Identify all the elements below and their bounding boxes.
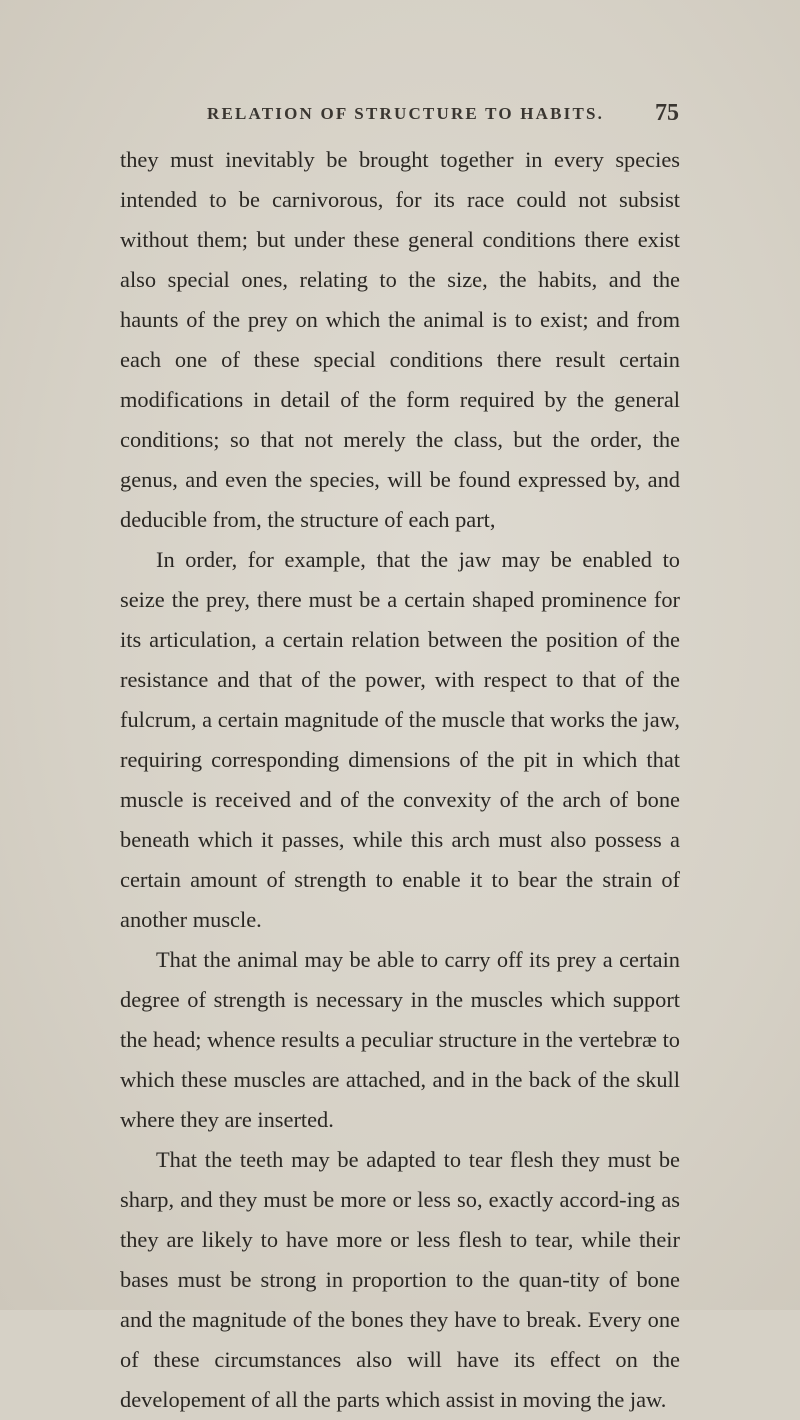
body-text xyxy=(120,140,680,1420)
paragraph-teeth: That the teeth may be adapted to tear flesh they must be sharp, and they must be more or less so, exactly accord-ing as they are likely to have more or less flesh to tear, while their bases must be strong in proportion to the quan-tity of bone and the magnitude of the bones they have to break. Every one of these circumstances also will have its effect on the developement of all the parts which assist in moving the jaw. xyxy=(120,1147,680,1412)
running-title: RELATION OF STRUCTURE TO HABITS. xyxy=(207,104,605,123)
page-number: 75 xyxy=(655,100,679,126)
running-head xyxy=(207,100,679,140)
paragraph-neck-muscles: That the animal may be able to carry off its prey a certain degree of strength is necessary in the muscles which support the head; whence results a peculiar structure in the vertebræ to which these muscles are attached, and in the back of the skull where they are inserted. xyxy=(120,947,680,1132)
paragraph-jaw-articulation: In order, for example, that the jaw may be enabled to seize the prey, there must be a certain shaped prominence for its articulation, a certain relation between the position of the resistance and that of the power, with respect to that of the fulcrum, a certain magnitude of the muscle that works the jaw, requiring corresponding dimensions of the pit in which that muscle is received and of the convexity of the arch of bone beneath which it passes, while this arch must also possess a certain amount of strength to enable it to bear the strain of another muscle. xyxy=(120,547,680,932)
paragraph-continuation: they must inevitably be brought together in every species intended to be carnivorous, for its race could not subsist without them; but under these general conditions there exist also special ones, relating to the size, the habits, and the haunts of the prey on which the animal is to exist; and from each one of these special conditions there result certain modifications in detail of the form required by the general conditions; so that not merely the class, but the order, the genus, and even the species, will be found expressed by, and deducible from, the structure of each part, xyxy=(120,147,680,532)
